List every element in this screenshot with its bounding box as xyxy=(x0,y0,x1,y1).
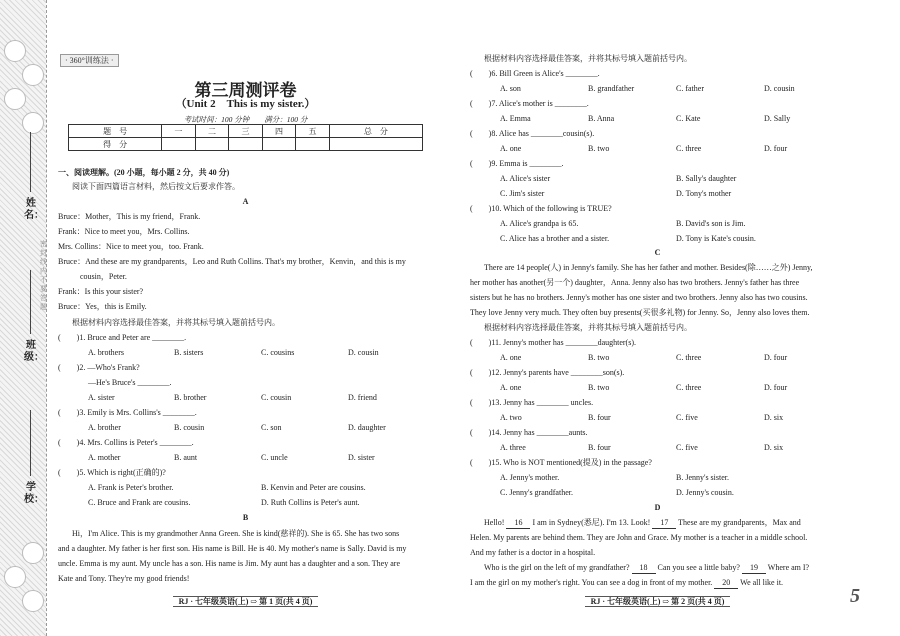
option[interactable]: C. five xyxy=(676,413,698,422)
score-header: 二 xyxy=(195,125,229,138)
school-field[interactable] xyxy=(30,410,31,476)
option[interactable]: C. Jenny's grandfather. xyxy=(500,488,573,497)
brand-tag: · 360°训练法 · xyxy=(60,54,119,67)
exam-meta: 考试时间：100 分钟 满分：100 分 xyxy=(183,115,308,124)
passage-line: They love Jenny very much. They often buy presents(买很多礼物) for Jenny. So，Jenny also loves them. xyxy=(470,308,810,317)
name-field[interactable] xyxy=(30,132,31,192)
score-cell[interactable] xyxy=(162,138,196,151)
score-cell[interactable] xyxy=(262,138,296,151)
score-table xyxy=(68,124,423,151)
score-header: 一 xyxy=(162,125,196,138)
cloze-text: Can you see a little baby? xyxy=(657,563,740,572)
cloze-text: These are my grandparents，Max and xyxy=(678,518,801,527)
option[interactable]: D. friend xyxy=(348,393,377,402)
passage-line: And my father is a doctor in a hospital. xyxy=(470,548,596,557)
score-header: 总 分 xyxy=(329,125,422,138)
option[interactable]: A. one xyxy=(500,383,522,392)
option[interactable]: D. Tony is Kate's cousin. xyxy=(676,234,756,243)
question[interactable]: ( )2. —Who's Frank? xyxy=(58,363,140,372)
passage-label: A xyxy=(242,197,249,206)
footer-text: RJ · 七年级英语(上) ⇨ 第 2 页(共 4 页) xyxy=(585,596,731,607)
question[interactable]: ( )4. Mrs. Collins is Peter's ________. xyxy=(58,438,194,447)
passage-label: C xyxy=(654,248,661,257)
option[interactable]: B. four xyxy=(588,443,611,452)
passage-line: and a daughter. My father is her first son. His name is Bill. He is 40. My mother's name is Sally. David is my xyxy=(58,544,407,553)
option[interactable]: C. Kate xyxy=(676,114,701,123)
option[interactable]: D. Jenny's cousin. xyxy=(676,488,734,497)
option[interactable]: C. Bruce and Frank are cousins. xyxy=(88,498,191,507)
option[interactable]: A. Emma xyxy=(500,114,531,123)
dialogue-line: Mrs. Collins：Nice to meet you，too. Frank. xyxy=(58,242,204,251)
score-header: 题 号 xyxy=(69,125,162,138)
option[interactable]: C. cousin xyxy=(261,393,292,402)
question-instruction: 根据材料内容选择最佳答案，并将其标号填入题前括号内。 xyxy=(484,54,692,63)
option[interactable]: B. two xyxy=(588,353,610,362)
decor-circles-bottom xyxy=(4,542,44,614)
question[interactable]: ( )7. Alice's mother is ________. xyxy=(470,99,589,108)
option[interactable]: D. four xyxy=(764,144,788,153)
score-cell[interactable] xyxy=(329,138,422,151)
cloze-text: I am in Sydney(悉尼). I'm 13. Look! xyxy=(532,518,651,527)
option[interactable]: D. daughter xyxy=(348,423,386,432)
option[interactable]: C. Jim's sister xyxy=(500,189,545,198)
class-label: 班级： xyxy=(24,340,44,363)
score-header: 三 xyxy=(229,125,263,138)
seal-dashed-line xyxy=(46,0,47,636)
cloze-line xyxy=(484,563,809,574)
question[interactable]: ( )10. Which of the following is TRUE? xyxy=(470,204,612,213)
class-field[interactable] xyxy=(30,270,31,334)
section-instruction: 阅读下面四篇语言材料，然后按文后要求作答。 xyxy=(72,182,240,191)
option[interactable]: D. four xyxy=(764,353,788,362)
question[interactable]: ( )11. Jenny's mother has ________daughter(s). xyxy=(470,338,637,347)
decor-circle xyxy=(22,590,44,612)
option[interactable]: A. brother xyxy=(88,423,121,432)
page-footer xyxy=(58,596,433,607)
dialogue-line: Bruce：Yes，this is Emily. xyxy=(58,302,147,311)
cloze-line xyxy=(470,578,783,589)
decor-circle xyxy=(4,40,26,62)
passage-line: Hi，I'm Alice. This is my grandmother Anna Green. She is kind(慈祥的). She is 65. She has two sons xyxy=(72,529,400,538)
option[interactable]: A. one xyxy=(500,144,522,153)
exam-subtitle: （Unit 2 This is my sister.） xyxy=(175,98,316,110)
option[interactable]: A. mother xyxy=(88,453,121,462)
question[interactable]: ( )3. Emily is Mrs. Collins's ________. xyxy=(58,408,197,417)
option[interactable]: B. grandfather xyxy=(588,84,635,93)
score-cell[interactable] xyxy=(195,138,229,151)
score-cell[interactable] xyxy=(229,138,263,151)
option[interactable]: B. brother xyxy=(174,393,207,402)
cloze-text: We all like it. xyxy=(740,578,784,587)
question[interactable]: ( )1. Bruce and Peter are ________. xyxy=(58,333,187,342)
option[interactable]: A. three xyxy=(500,443,526,452)
dialogue-line: Frank：Is this your sister? xyxy=(58,287,144,296)
school-label: 学校： xyxy=(24,482,44,505)
option[interactable]: B. sisters xyxy=(174,348,204,357)
option[interactable]: A. son xyxy=(500,84,521,93)
question[interactable]: ( )9. Emma is ________. xyxy=(470,159,564,168)
option[interactable]: A. brothers xyxy=(88,348,124,357)
score-cell[interactable] xyxy=(296,138,330,151)
name-label: 姓名： xyxy=(24,198,44,221)
option[interactable]: A. two xyxy=(500,413,522,422)
page-footer xyxy=(470,596,845,607)
question[interactable]: ( )5. Which is right(正确的)? xyxy=(58,468,166,477)
cloze-text: Hello! xyxy=(484,518,505,527)
passage-line: uncle. Emma is my aunt. My uncle has a son. His name is Jim. My aunt has a daughter and a son. They are xyxy=(58,559,400,568)
blank-20[interactable]: 20 xyxy=(714,578,738,589)
cloze-text: Who is the girl on the left of my grandfather? xyxy=(484,563,630,572)
option[interactable]: B. cousin xyxy=(174,423,205,432)
decor-circle xyxy=(22,64,44,86)
binding-margin xyxy=(0,0,46,636)
option[interactable]: A. Alice's sister xyxy=(500,174,551,183)
dialogue-line: Frank：Nice to meet you，Mrs. Collins. xyxy=(58,227,190,236)
option[interactable]: D. Tony's mother xyxy=(676,189,732,198)
section-heading: 一、阅读理解。(20 小题，每小题 2 分，共 40 分) xyxy=(58,168,230,177)
decor-circle xyxy=(4,566,26,588)
option[interactable]: B. aunt xyxy=(174,453,198,462)
option[interactable]: C. uncle xyxy=(261,453,288,462)
option[interactable]: D. four xyxy=(764,383,788,392)
passage-line: Helen. My parents are behind them. They are John and Grace. My mother is a teacher in a middle school. xyxy=(470,533,808,542)
exam-title: 第三周测评卷 xyxy=(194,81,297,101)
option[interactable]: A. one xyxy=(500,353,522,362)
passage-line: Kate and Tony. They're my good friends! xyxy=(58,574,190,583)
blank-19[interactable]: 19 xyxy=(742,563,766,574)
cloze-text: I am the girl on my mother's right. You can see a dog in front of my mother. xyxy=(470,578,713,587)
option[interactable]: D. Ruth Collins is Peter's aunt. xyxy=(261,498,360,507)
blank-18[interactable]: 18 xyxy=(632,563,656,574)
passage-line: her mother has another(另一个) daughter，Anna. Jenny also has two brothers. Jenny's father has three xyxy=(470,278,800,287)
option[interactable]: C. son xyxy=(261,423,282,432)
option[interactable]: D. sister xyxy=(348,453,375,462)
blank-16[interactable]: 16 xyxy=(506,518,530,529)
option[interactable]: D. six xyxy=(764,413,784,422)
dialogue-line: Bruce：And these are my grandparents，Leo and Ruth Collins. That's my brother，Kenvin，and this is my xyxy=(58,257,406,266)
option[interactable]: D. Sally xyxy=(764,114,791,123)
question[interactable]: ( )8. Alice has ________cousin(s). xyxy=(470,129,595,138)
cloze-line xyxy=(484,518,801,529)
option[interactable]: B. two xyxy=(588,144,610,153)
option[interactable]: C. five xyxy=(676,443,698,452)
option[interactable]: B. Jenny's sister. xyxy=(676,473,729,482)
option[interactable]: C. father xyxy=(676,84,704,93)
decor-circle xyxy=(22,112,44,134)
option[interactable]: D. cousin xyxy=(348,348,379,357)
question-instruction: 根据材料内容选择最佳答案，并将其标号填入题前括号内。 xyxy=(72,318,280,327)
footer-text: RJ · 七年级英语(上) ⇨ 第 1 页(共 4 页) xyxy=(173,596,319,607)
cloze-text: Where am I? xyxy=(767,563,810,572)
dialogue-line: Bruce：Mother，This is my friend，Frank. xyxy=(58,212,201,221)
dialogue-line: cousin，Peter. xyxy=(80,272,127,281)
option[interactable]: C. cousins xyxy=(261,348,295,357)
decor-circles-top xyxy=(4,40,44,136)
option[interactable]: C. three xyxy=(676,353,702,362)
seal-line-text: 密封线内不要答题 xyxy=(40,240,47,311)
option[interactable]: A. Alice's grandpa is 65. xyxy=(500,219,579,228)
decor-circle xyxy=(22,542,44,564)
option[interactable]: B. four xyxy=(588,413,611,422)
option[interactable]: A. Jenny's mother. xyxy=(500,473,560,482)
blank-17[interactable]: 17 xyxy=(652,518,676,529)
option[interactable]: C. Alice has a brother and a sister. xyxy=(500,234,610,243)
option[interactable]: A. Frank is Peter's brother. xyxy=(88,483,174,492)
passage-line: sisters but he has no brothers. Jenny's mother has one sister and two brothers. Jenny also has two cousins. xyxy=(470,293,808,302)
option[interactable]: D. cousin xyxy=(764,84,795,93)
question[interactable]: ( )12. Jenny's parents have ________son(s). xyxy=(470,368,625,377)
question[interactable]: ( )6. Bill Green is Alice's ________. xyxy=(470,69,600,78)
option[interactable]: A. sister xyxy=(88,393,115,402)
passage-line: There are 14 people(人) in Jenny's family. She has her father and mother. Besides(除……之外) Jenny, xyxy=(484,263,813,272)
page-number: 5 xyxy=(850,585,860,607)
option[interactable]: C. three xyxy=(676,144,702,153)
option[interactable]: B. Kenvin and Peter are cousins. xyxy=(261,483,366,492)
option[interactable]: B. Sally's daughter xyxy=(676,174,737,183)
question[interactable]: ( )13. Jenny has ________ uncles. xyxy=(470,398,594,407)
question[interactable]: ( )14. Jenny has ________aunts. xyxy=(470,428,588,437)
option[interactable]: B. Anna xyxy=(588,114,615,123)
passage-label: D xyxy=(654,503,661,512)
question[interactable]: ( )15. Who is NOT mentioned(提及) in the passage? xyxy=(470,458,652,467)
decor-circle xyxy=(4,88,26,110)
option[interactable]: B. two xyxy=(588,383,610,392)
question-line: —He's Bruce's ________. xyxy=(88,378,172,387)
option[interactable]: C. three xyxy=(676,383,702,392)
score-header: 五 xyxy=(296,125,330,138)
score-header: 四 xyxy=(262,125,296,138)
passage-label: B xyxy=(242,513,249,522)
score-row-label: 得 分 xyxy=(69,138,162,151)
option[interactable]: B. David's son is Jim. xyxy=(676,219,746,228)
question-instruction: 根据材料内容选择最佳答案，并将其标号填入题前括号内。 xyxy=(484,323,692,332)
option[interactable]: D. six xyxy=(764,443,784,452)
